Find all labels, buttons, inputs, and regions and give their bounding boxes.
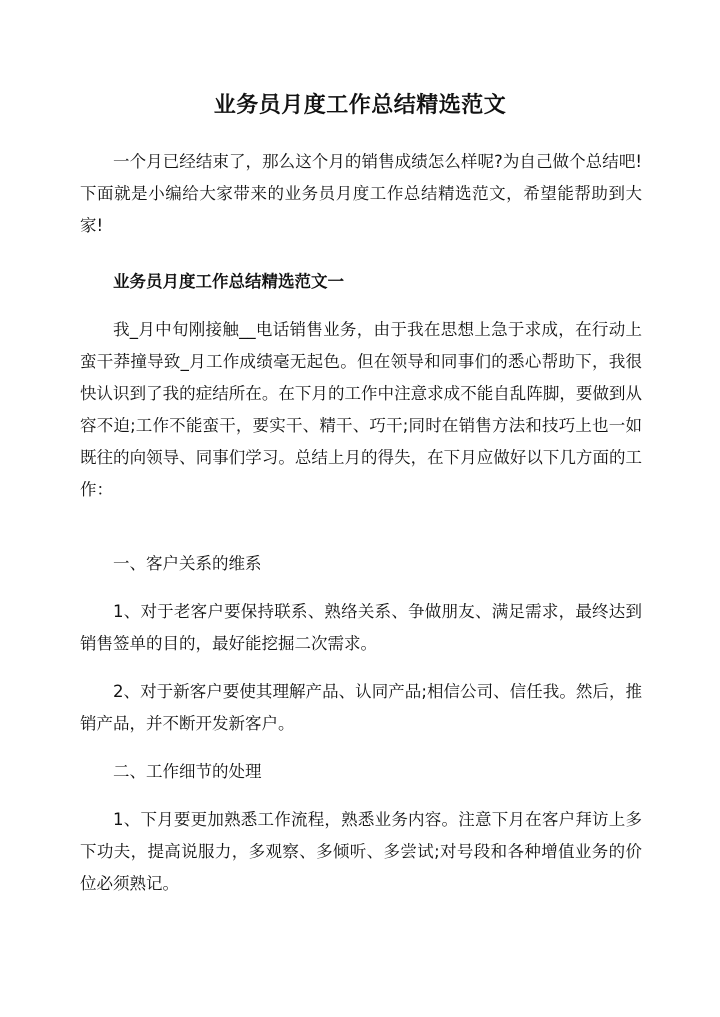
point-heading-work-details: 二、工作细节的处理: [113, 762, 262, 781]
intro-paragraph: 一个月已经结束了，那么这个月的销售成绩怎么样呢?为自己做个总结吧!下面就是小编给大家带来的业务员月度工作总结精选范文，希望能帮助到大家!: [80, 152, 642, 235]
document-title: 业务员月度工作总结精选范文: [213, 93, 507, 118]
section-heading: 业务员月度工作总结精选范文一: [113, 272, 344, 291]
point-item-old-customers: 1、对于老客户要保持联系、熟络关系、争做朋友、满足需求，最终达到销售签单的目的，最好能挖掘二次需求。: [80, 602, 642, 653]
point-item-workflow: 1、下月要更加熟悉工作流程，熟悉业务内容。注意下月在客户拜访上多下功夫，提高说服力，多观察、多倾听、多尝试;对号段和各种增值业务的价位必须熟记。: [80, 810, 642, 893]
point-item-new-customers: 2、对于新客户要使其理解产品、认同产品;相信公司、信任我。然后，推销产品，并不断开发新客户。: [80, 682, 642, 733]
point-heading-customer-relations: 一、客户关系的维系: [113, 554, 262, 573]
body-paragraph: 我_月中旬刚接触__电话销售业务，由于我在思想上急于求成，在行动上蛮干莽撞导致_月工作成绩毫无起色。但在领导和同事们的悉心帮助下，我很快认识到了我的症结所在。在下月的工作中注意求成不能自乱阵脚，要做到从容不迫;工作不能蛮干，要实干、精干、巧干;同时在销售方法和技巧上也一如既往的向领导、同事们学习。总结上月的得失，在下月应做好以下几方面的工作：: [80, 320, 642, 499]
